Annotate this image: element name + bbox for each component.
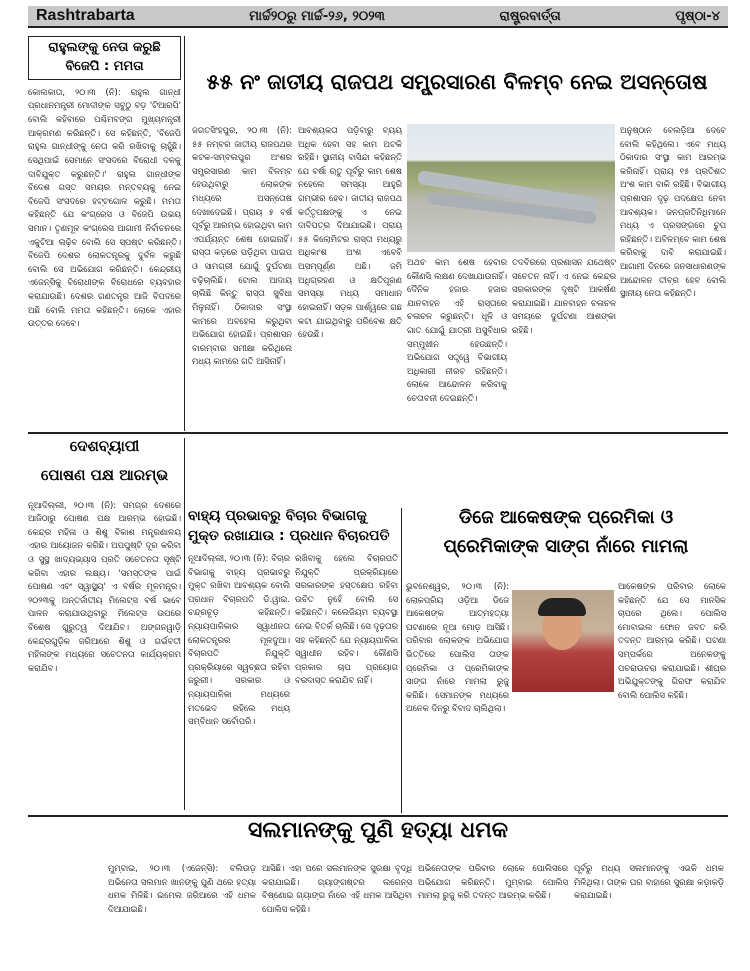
- judiciary-body-col2: ରଖିବାକୁ ହେଲେ ବିଚାରପତି ନିଯୁକ୍ତି ପ୍ରକ୍ରିୟାରେ ସରକାରଙ୍କ ହସ୍ତକ୍ଷେପ ରହିବା ଉଚିତ ନୁହେଁ ବୋଲି ସେ କହିଛନ୍ତି। କଲେଜିୟମ ବ୍ୟବସ୍ଥା ନେଇ ବିତର୍କ ଚାଲିଛି। ସେ ଦୃଢ଼ତାର ସହ କହିଛନ୍ତି ଯେ ନ୍ୟାୟପାଳିକା ସ୍ୱାଧୀନ ରହିବ। କୌଣସି ପ୍ରକାର ଚାପ ପ୍ରୟୋଗ ବରଦାସ୍ତ କରାଯିବ ନାହିଁ।: [295, 553, 398, 686]
- nh55-body-col4: ଅନୁଷ୍ଠାନ ବେଲଡ଼ିଆ ଦେବେ ବୋଲି କହିଥିଲେ। ଏବେ ମଧ୍ୟ ଠିକାଦାର ସଂସ୍ଥା କାମ ଆରମ୍ଭ କରିନାହିଁ। ପ୍ରାୟ ୧୫ ପ୍ରତିଶତ ଅଂଶ କାମ ବାକି ରହିଛି। ବିଭାଗୀୟ ପ୍ରଶାସନ ଦୃଢ଼ ପଦକ୍ଷେପ ନେବା ଆବଶ୍ୟକ। ଜନପ୍ରତିନିଧିମାନେ ମଧ୍ୟ ଏ ପ୍ରସଙ୍ଗରେ ଚୁପ ରହିଛନ୍ତି। ଅବିଳମ୍ବେ କାମ ଶେଷ କରିବାକୁ ଦାବି କରାଯାଇଛି। ଆଗାମୀ ଦିନରେ ଜନସାଧାରଣଙ୍କ ଆନ୍ଦୋଳନ ତୀବ୍ର ହେବ ବୋଲି ସ୍ଥାନୀୟ ନେତା କହିଛନ୍ତି।: [620, 125, 726, 299]
- poshan-headline-line2: ପୋଷଣ ପକ୍ଷ ଆରମ୍ଭ: [40, 466, 169, 485]
- salman-story: [28, 818, 728, 956]
- judiciary-body-col1: ନୂଆଦିଲ୍ଲୀ, ୨୦।୩ (ନି): ବିଚାର ବିଭାଗକୁ ବାହ୍ୟ ପ୍ରଭାବରୁ ମୁକ୍ତ ରଖିବା ଆବଶ୍ୟକ ବୋଲି ପ୍ରଧାନ ବିଚାରପତି ଡି.ୱାଇ. ଚନ୍ଦ୍ରଚୂଡ଼ କହିଛନ୍ତି। ନ୍ୟାୟପାଳିକାର ସ୍ୱାଧୀନତା ଲୋକତନ୍ତ୍ରର ମୂଳଦୁଆ। ବିଚାରପତି ନିଯୁକ୍ତି ପ୍ରକ୍ରିୟାରେ ସ୍ୱଚ୍ଛତା ରହିବା ଜରୁରୀ। ସରକାର ଓ ନ୍ୟାୟପାଳିକା ମଧ୍ୟରେ ମତଭେଦ ରହିଲେ ମଧ୍ୟ ସମ୍ବିଧାନ ସର୍ବୋପରି।: [188, 553, 290, 727]
- hair-shape: [538, 598, 586, 616]
- column-divider: [401, 508, 402, 813]
- salman-body-col4: ପୂର୍ବରୁ ମଧ୍ୟ ସଲମାନଙ୍କୁ ଏଭଳି ଧମକ ମିଳିଥିଲା। ତାଙ୍କ ଘର ବାହାରେ ସୁରକ୍ଷା କଡ଼ାକଡ଼ି କରାଯାଇଛି।: [574, 863, 724, 901]
- section-rule: [28, 432, 728, 434]
- nh55-headline: ୫୫ ନଂ ଜାତୀୟ ରାଜପଥ ସମ୍ପ୍ରସାରଣ ବିଳମ୍ବ ନେଇ ଅସନ୍ତୋଷ: [206, 70, 708, 94]
- dj-photo: [512, 590, 614, 692]
- rahul-story: [28, 36, 181, 406]
- masthead: [28, 6, 728, 28]
- poshan-body: ନୂଆଦିଲ୍ଲୀ, ୨୦।୩ (ନି): ସମଗ୍ର ଦେଶରେ ଆଜିଠାରୁ ପୋଷଣ ପକ୍ଷ ଆରମ୍ଭ ହୋଇଛି। କେନ୍ଦ୍ର ମହିଳା ଓ ଶିଶୁ ବିକାଶ ମନ୍ତ୍ରଣାଳୟ ଏହାର ଆୟୋଜନ କରିଛି। ଅପପୁଷ୍ଟି ଦୂର କରିବା ଓ ସୁସ୍ଥ ଖାଦ୍ୟଭ୍ୟାସ ପ୍ରତି ସଚେତନତା ସୃଷ୍ଟି କରିବା ଏହାର ଲକ୍ଷ୍ୟ। 'ସମସ୍ତଙ୍କ ପାଇଁ ପୋଷଣ ଏବଂ ସ୍ୱାସ୍ଥ୍ୟ' ଏ ବର୍ଷର ମୂଳମନ୍ତ୍ର। ୨୦୨୩କୁ ଅନ୍ତର୍ଜାତୀୟ ମିଲେଟ୍ସ ବର୍ଷ ଭାବେ ପାଳନ କରାଯାଉଥିବାରୁ ମିଲେଟ୍ସ ଉପରେ ବିଶେଷ ଗୁରୁତ୍ୱ ଦିଆଯିବ। ଅଙ୍ଗନୱାଡ଼ି କେନ୍ଦ୍ରଗୁଡ଼ିକ ଜରିଆରେ ଶିଶୁ ଓ ଗର୍ଭବତୀ ମହିଳାଙ୍କ ମଧ୍ୟରେ ସଚେତନତା କାର୍ଯ୍ୟକ୍ରମ କରାଯିବ।: [28, 499, 181, 673]
- rahul-headline-box: [28, 36, 181, 80]
- salman-headline: ସଲମାନଙ୍କୁ ପୁଣି ହତ୍ୟା ଧମକ: [248, 818, 508, 843]
- salman-body-col1: ମୁମ୍ବାଇ, ୨୦।୩ (ଏଜେନ୍ସି): ବଲିଉଡ଼ ଅଭିନେତା ସଲମାନ ଖାନଙ୍କୁ ପୁଣି ଥରେ ହତ୍ୟା ଧମକ ମିଳିଛି। ଇମେଲ ଜରିଆରେ ଏହି ଧମକ ଦିଆଯାଇଛି।: [108, 863, 256, 914]
- issue-date: ମାର୍ଚ୍ଚ୨୦ରୁ ମାର୍ଚ୍ଚ-୨୬, ୨୦୨୩: [249, 8, 385, 24]
- nh55-body-col2: ଆବଶ୍ୟକତା ପଡ଼ିବାରୁ ବ୍ୟୟ ଅଧିକ ହେବା ସହ କାମ ଅଟକି ରହିଛି। ସ୍ଥାନୀୟ ବାସିନ୍ଦା କହିଛନ୍ତି ଯେ ବର୍ଷା ଋତୁ ପୂର୍ବରୁ କାମ ଶେଷ ନହେଲେ ସମସ୍ୟା ଆହୁରି ଗମ୍ଭୀର ହେବ। ଜାତୀୟ ରାଜପଥ କର୍ତ୍ତୃପକ୍ଷଙ୍କୁ ଏ ନେଇ ଦାବିପତ୍ର ଦିଆଯାଇଛି। ପ୍ରାୟ ୫୫ କିଲୋମିଟର ରାସ୍ତା ମଧ୍ୟରୁ ଅଧିକାଂଶ ଅଂଶ ଏବେବି ଅସମ୍ପୂର୍ଣ୍ଣ ଅଛି। ଜମି ଅଧିଗ୍ରହଣ ଓ କ୍ଷତିପୂରଣ ସମସ୍ୟା ମଧ୍ୟ ସମାଧାନ ହୋଇନାହିଁ। ସଡ଼କ ପାର୍ଶ୍ୱରେ ଗଛ କଟା ଯାଇଥିବାରୁ ପରିବେଶ କ୍ଷତି ହେଉଛି।: [298, 125, 402, 340]
- dj-story: [404, 508, 728, 813]
- nh55-body-col5: ତଦବିରରେ ପ୍ରଶାସନ ଯଥେଷ୍ଟ ସଚେତନ ନାହିଁ। ଏ ନେଇ କେନ୍ଦ୍ର ସରକାରଙ୍କ ଦୃଷ୍ଟି ଆକର୍ଷଣ କରାଯାଇଛି। ଯାନବାହନ ଚଳାଚଳ ସମୟରେ ଦୁର୍ଘଟଣା ଆଶଙ୍କା ରହିଛି।: [512, 257, 616, 336]
- column-divider: [184, 438, 185, 810]
- nh55-body-col3: ଅଥଚ କାମ ଶେଷ ହେବାର କୌଣସି ଲକ୍ଷଣ ଦେଖାଯାଉନାହିଁ। ଦୈନିକ ହଜାର ହଜାର ଯାନବାହନ ଏହି ରାସ୍ତାରେ ଚଳାଚଳ କରୁଛନ୍ତି। ଧୂଳି ଓ ଗାତ ଯୋଗୁଁ ଯାତ୍ରୀ ଅସୁବିଧାର ସମ୍ମୁଖୀନ ହେଉଛନ୍ତି। ଅଭିଯୋଗ ସତ୍ତ୍ୱେ ବିଭାଗୀୟ ଅଧିକାରୀ ନୀରବ ରହିଛନ୍ତି। ଲୋକେ ଆନ୍ଦୋଳନ କରିବାକୁ ଚେତାବନୀ ଦେଇଛନ୍ତି।: [407, 257, 507, 404]
- judiciary-story: [188, 508, 398, 813]
- rahul-headline-line1: ରାହୁଲଙ୍କୁ ନେତା କରୁଛି: [48, 40, 161, 55]
- nh55-story: [186, 70, 728, 440]
- dj-headline-line2: ପ୍ରେମିକାଙ୍କ ସାଙ୍ଗ ନାଁରେ ମାମଲା: [443, 535, 689, 557]
- highway-pipes-photo: [407, 124, 615, 252]
- column-divider: [184, 36, 185, 431]
- poshan-headline-line1: ଦେଶବ୍ୟାପୀ: [69, 437, 140, 455]
- judiciary-headline-line2: ମୁକ୍ତ ରଖାଯାଉ : ପ୍ରଧାନ ବିଚାରପତି: [188, 528, 390, 545]
- section-rule: [28, 815, 728, 817]
- judiciary-headline-line1: ବାହ୍ୟ ପ୍ରଭାବରୁ ବିଚାର ବିଭାଗକୁ: [188, 508, 367, 524]
- poshan-story: [28, 438, 181, 810]
- paper-name: Rashtrabarta: [36, 7, 135, 24]
- dj-headline-line1: ଡିଜେ ଆକେଷଙ୍କ ପ୍ରେମିକା ଓ: [458, 507, 674, 528]
- dj-body-col2: ଆକେଷଙ୍କ ପରିବାର ଲୋକେ କହିଛନ୍ତି ଯେ ସେ ମାନସିକ ଚାପରେ ଥିଲେ। ପୋଲିସ ମୋବାଇଲ ଫୋନ ଜବତ କରି ତଦନ୍ତ ଆରମ୍ଭ କରିଛି। ଘଟଣା ସମ୍ପର୍କରେ ଅନେକଙ୍କୁ ପଚରାଉଚରା କରାଯାଇଛି। ଶୀଘ୍ର ଅଭିଯୁକ୍ତଙ୍କୁ ଗିରଫ କରାଯିବ ବୋଲି ପୋଲିସ କହିଛି।: [618, 581, 726, 700]
- page-number: ପୃଷ୍ଠା-୪: [675, 8, 720, 24]
- rahul-body: କୋଲକାତା, ୨୦।୩ (ନି): ରାହୁଲ ଗାନ୍ଧୀ ପ୍ରଧାନମନ୍ତ୍ରୀ ମୋଦୀଙ୍କ ସବୁଠୁ ବଡ଼ 'ଟିଆରପି' ବୋଲି କହିବାରେ ପଶ୍ଚିମବଙ୍ଗ ମୁଖ୍ୟମନ୍ତ୍ରୀ ଆକ୍ରମଣ କରିଛନ୍ତି। ସେ କହିଛନ୍ତି, 'ବିଜେପି ରାହୁଲ ଗାନ୍ଧୀଙ୍କୁ ନେତା କରି ରଖିବାକୁ ଚାହୁଁଛି। ସେଥିପାଇଁ ସେମାନେ ସଂସଦରେ ବିରୋଧୀ ଦଳକୁ ଦାବିଯୁକ୍ତ କରୁଛନ୍ତି।' ରାହୁଲ ଗାନ୍ଧୀଙ୍କ ବିଦେଶ ଗସ୍ତ ସମୟର ମନ୍ତବ୍ୟକୁ ନେଇ ବିଜେପି ସଂସଦରେ ହଟ୍ଟଗୋଳ କରୁଛି। ମମତା କହିଛନ୍ତି ଯେ କଂଗ୍ରେସ ଓ ବିଜେପି ଉଭୟ ସମାନ। ତୃଣମୂଳ କଂଗ୍ରେସ ଆଗାମୀ ନିର୍ବାଚନରେ ଏକୁଟିଆ ଲଢ଼ିବ ବୋଲି ସେ ସ୍ପଷ୍ଟ କରିଛନ୍ତି। ବିଜେପି ଦେଶର ଲୋକତନ୍ତ୍ରକୁ ଦୁର୍ବଳ କରୁଛି ବୋଲି ସେ ଅଭିଯୋଗ କରିଛନ୍ତି। କେନ୍ଦ୍ରୀୟ ଏଜେନ୍ସିକୁ ବିରୋଧୀଙ୍କ ବିରୋଧରେ ବ୍ୟବହାର କରାଯାଉଛି। ଦେଶର ଗଣତନ୍ତ୍ର ଆଜି ବିପଦରେ ଅଛି ବୋଲି ମମତା କହିଛନ୍ତି। ଲୋକେ ଏହାର ଉତ୍ତର ଦେବେ।: [28, 86, 181, 329]
- dj-body-col1: ଭୁବନେଶ୍ୱର, ୨୦।୩ (ନି): ଲୋକପ୍ରିୟ ଓଡ଼ିଆ ଡିଜେ ଆକେଷଙ୍କ ଆତ୍ମହତ୍ୟା ଘଟଣାରେ ନୂଆ ମୋଡ଼ ଆସିଛି। ପରିବାର ଲୋକଙ୍କ ଅଭିଯୋଗ ଭିତ୍ତିରେ ପୋଲିସ ତାଙ୍କ ପ୍ରେମିକା ଓ ପ୍ରେମିକାଙ୍କ ସାଙ୍ଗ ନାଁରେ ମାମଲା ରୁଜୁ କରିଛି। ସେମାନଙ୍କ ମଧ୍ୟରେ ଅନେକ ଦିନରୁ ବିବାଦ ଚାଲିଥିଲା।: [406, 581, 509, 714]
- rahul-headline-line2: ବିଜେପି : ମମତା: [65, 58, 144, 74]
- paper-name-odia: ରାଷ୍ଟ୍ରବାର୍ତ୍ତା: [499, 8, 561, 24]
- salman-body-col2: ଆସିଛି। ଏହା ପରେ ସଲମାନଙ୍କ ସୁରକ୍ଷା ବୃଦ୍ଧି କରାଯାଇଛି। ଗ୍ୟାଙ୍ଗଷ୍ଟର ଲରେନ୍ସ ବିଷ୍ଣୋଇ ଗ୍ୟାଙ୍ଗ ନାଁରେ ଏହି ଧମକ ଆସିଥିବା ପୋଲିସ କହିଛି।: [262, 863, 412, 914]
- nh55-body-col1: ଜଗତସିଂହପୁର, ୨୦।୩ (ନି): ୫୫ ନମ୍ବର ଜାତୀୟ ରାଜପଥର କଟକ-ସମ୍ବଲପୁର ଅଂଶର ସମ୍ପ୍ରସାରଣ କାମ ବିଳମ୍ବ ହେଉଥିବାରୁ ଲୋକଙ୍କ ମଧ୍ୟରେ ଅସନ୍ତୋଷ ଦେଖାଦେଇଛି। ପ୍ରାୟ ୫ ବର୍ଷ ପୂର୍ବରୁ ଆରମ୍ଭ ହୋଇଥିବା କାମ ଏପର୍ଯ୍ୟନ୍ତ ଶେଷ ହୋଇନାହିଁ। ରାସ୍ତା କଡ଼ରେ ପଡ଼ିଥିବା ପାଇପ ଓ ସାମଗ୍ରୀ ଯୋଗୁଁ ଦୁର୍ଘଟଣା ବଢ଼ିଚାଲିଛି। ଟୋଲ ଆଦାୟ ଚାଲିଛି କିନ୍ତୁ ରାସ୍ତା ସୁବିଧା ମିଳୁନାହିଁ। ଠିକାଦାର ସଂସ୍ଥା କାମରେ ଅବହେଳା କରୁଥିବା ଅଭିଯୋଗ ହୋଇଛି। ପ୍ରଶାସନ ବାରମ୍ବାର ସମୀକ୍ଷା କରିଥିଲେ ମଧ୍ୟ କାମରେ ଗତି ଆସିନାହିଁ।: [192, 125, 292, 367]
- salman-body-col3: ଅଭିନେତାଙ୍କ ପରିବାର ଲୋକେ ପୋଲିସରେ ଅଭିଯୋଗ କରିଛନ୍ତି। ମୁମ୍ବାଇ ପୋଲିସ ମାମଲା ରୁଜୁ କରି ତଦନ୍ତ ଆରମ୍ଭ କରିଛି।: [418, 863, 568, 901]
